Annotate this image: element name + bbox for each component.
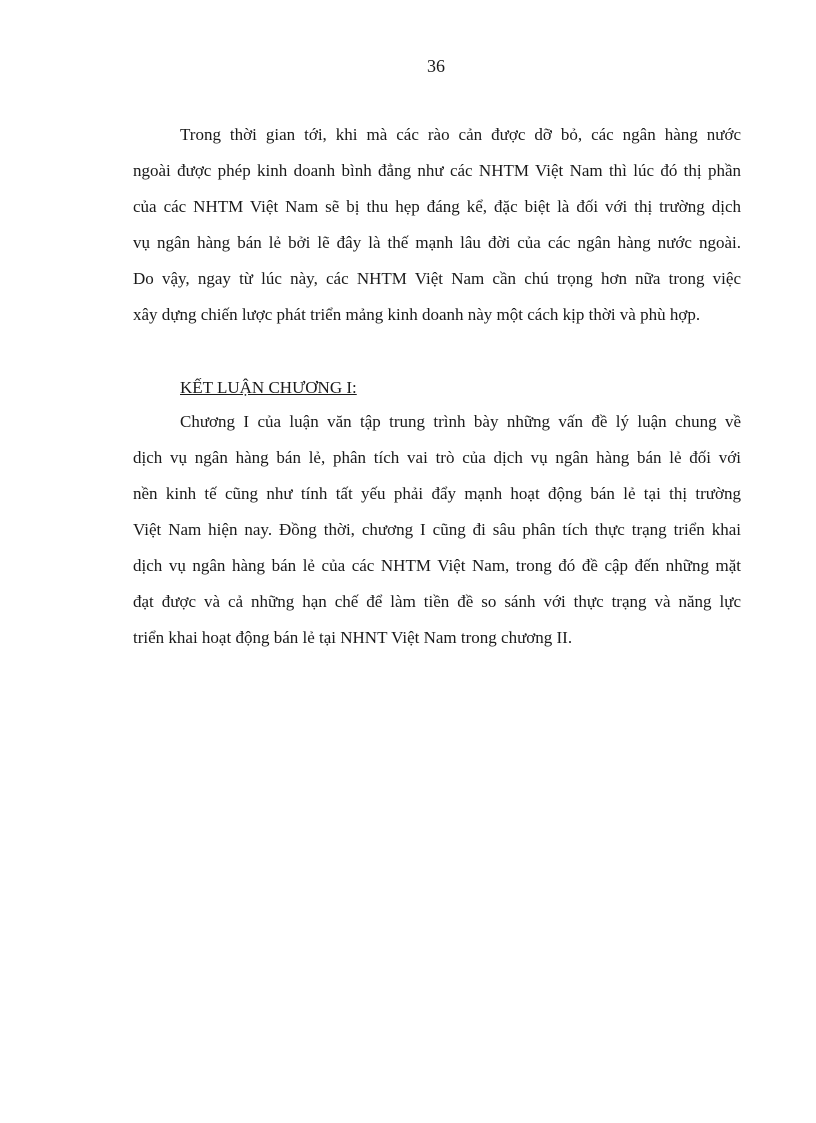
paragraph-line: dịch vụ ngân hàng bán lẻ của các NHTM Việt Nam, trong đó đề cập đến những mặt <box>133 556 741 575</box>
paragraph-line: Do vậy, ngay từ lúc này, các NHTM Việt Nam cần chú trọng hơn nữa trong việc <box>133 269 741 288</box>
paragraph-line: đạt được và cả những hạn chế để làm tiền đề so sánh với thực trạng và năng lực <box>133 592 741 611</box>
paragraph-line: Trong thời gian tới, khi mà các rào cản được dỡ bỏ, các ngân hàng nước <box>180 125 741 144</box>
paragraph-future-competition <box>133 117 741 333</box>
paragraph-line: dịch vụ ngân hàng bán lẻ, phân tích vai trò của dịch vụ ngân hàng bán lẻ đối với <box>133 448 741 467</box>
paragraph-line: của các NHTM Việt Nam sẽ bị thu hẹp đáng kể, đặc biệt là đối với thị trường dịch <box>133 197 741 216</box>
paragraph-line: ngoài được phép kinh doanh bình đẳng như các NHTM Việt Nam thì lúc đó thị phần <box>133 161 741 180</box>
paragraph-line: Việt Nam hiện nay. Đồng thời, chương I cũng đi sâu phân tích thực trạng triển khai <box>133 520 741 539</box>
paragraph-line: vụ ngân hàng bán lẻ bởi lẽ đây là thế mạnh lâu đời của các ngân hàng nước ngoài. <box>133 233 741 252</box>
paragraph-line: nền kinh tế cũng như tính tất yếu phải đẩy mạnh hoạt động bán lẻ tại thị trường <box>133 484 741 503</box>
paragraph-chapter-conclusion <box>133 404 741 656</box>
section-heading: KẾT LUẬN CHƯƠNG I: <box>180 378 357 397</box>
paragraph-line: xây dựng chiến lược phát triển mảng kinh doanh này một cách kịp thời và phù hợp. <box>133 305 701 324</box>
paragraph-line: triển khai hoạt động bán lẻ tại NHNT Việt Nam trong chương II. <box>133 628 573 647</box>
paragraph-line: Chương I của luận văn tập trung trình bày những vấn đề lý luận chung về <box>180 412 741 431</box>
page-number: 36 <box>427 56 445 76</box>
